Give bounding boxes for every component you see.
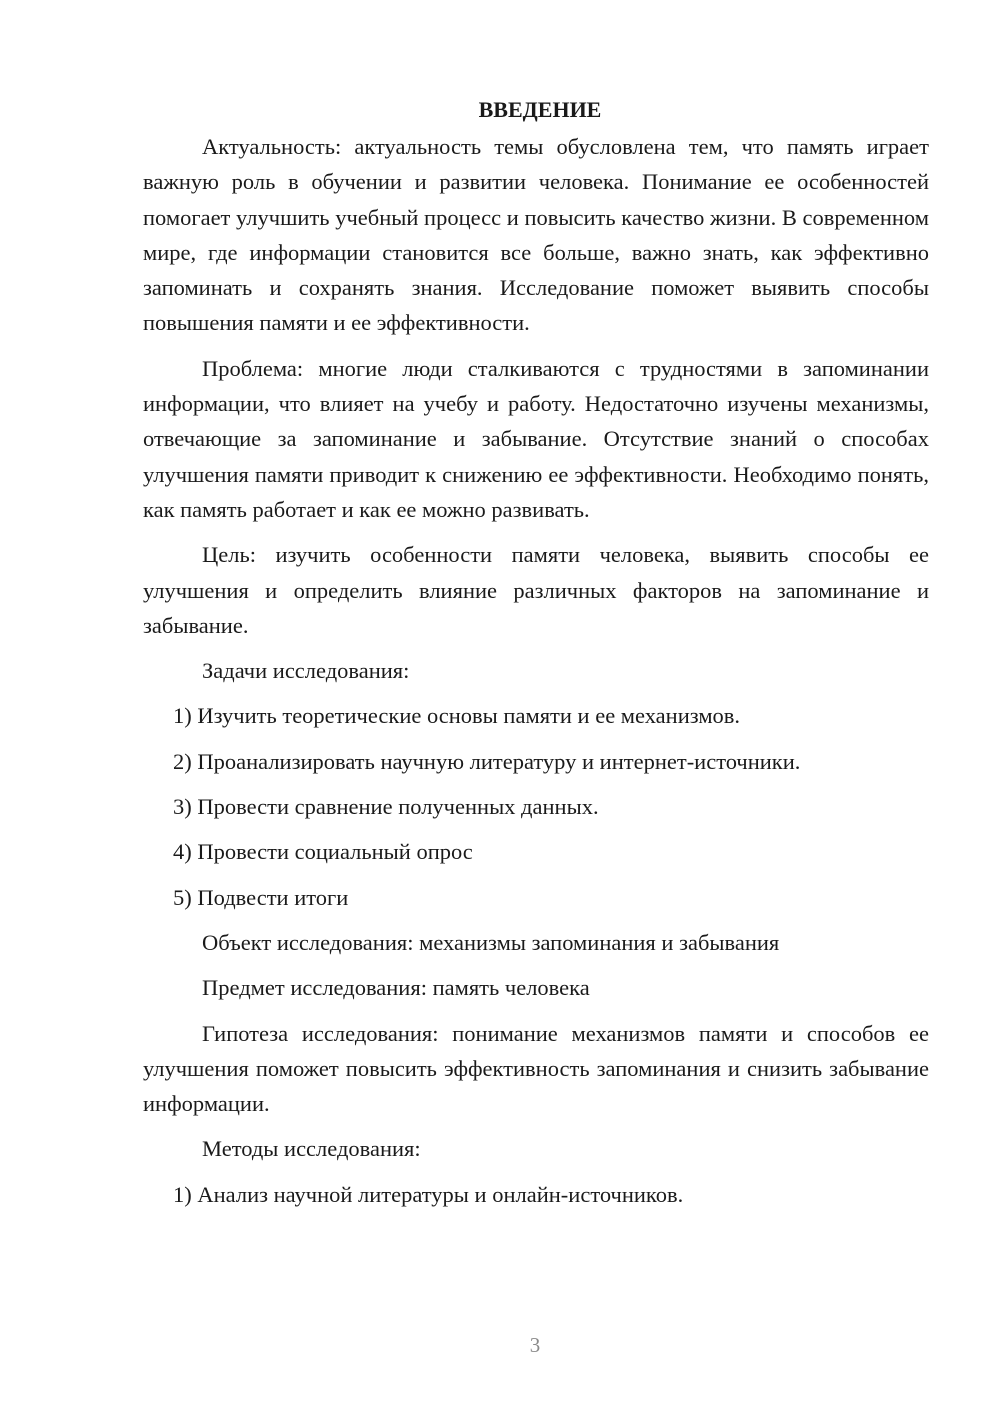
- methods-title: Методы исследования:: [202, 1136, 421, 1162]
- object-paragraph: Объект исследования: механизмы запоминания и забывания: [202, 929, 780, 955]
- problem-paragraph: Проблема: многие люди сталкиваются с трудностями в запоминании информации, что влияет на учебу и работу. Недостаточно изучены механизмы, отвечающие за запоминание и забывание. Отсутствие знаний о способах улучшения памяти приводит к снижению ее эффективности. Необходимо понять, как память работает и как ее можно развивать.: [143, 355, 929, 522]
- method-item: 1) Анализ научной литературы и онлайн-источников.: [173, 1181, 684, 1207]
- task-item: 4) Провести социальный опрос: [173, 839, 473, 865]
- section-heading: ВВЕДЕНИЕ: [478, 97, 602, 122]
- relevance-paragraph: Актуальность: актуальность темы обусловлена тем, что память играет важную роль в обучении и развитии человека. Понимание ее особенностей помогает улучшить учебный процесс и повысить качество жизни. В современном мире, где информации становится все больше, важно знать, как эффективно запоминать и сохранять знания. Исследование поможет выявить способы повышения памяти и ее эффективности.: [143, 134, 929, 336]
- task-item: 2) Проанализировать научную литературу и интернет-источники.: [173, 748, 801, 774]
- hypothesis-paragraph: Гипотеза исследования: понимание механизмов памяти и способов ее улучшения поможет повысить эффективность запоминания и снизить забывание информации.: [143, 1020, 929, 1117]
- tasks-title: Задачи исследования:: [202, 658, 410, 684]
- page-number: 3: [529, 1333, 541, 1357]
- document-page: [143, 92, 929, 1222]
- subject-paragraph: Предмет исследования: память человека: [202, 975, 590, 1001]
- task-item: 5) Подвести итоги: [173, 884, 349, 910]
- task-item: 3) Провести сравнение полученных данных.: [173, 794, 599, 820]
- goal-paragraph: Цель: изучить особенности памяти человека, выявить способы ее улучшения и определить влияние различных факторов на запоминание и забывание.: [143, 542, 929, 638]
- task-item: 1) Изучить теоретические основы памяти и ее механизмов.: [173, 703, 741, 729]
